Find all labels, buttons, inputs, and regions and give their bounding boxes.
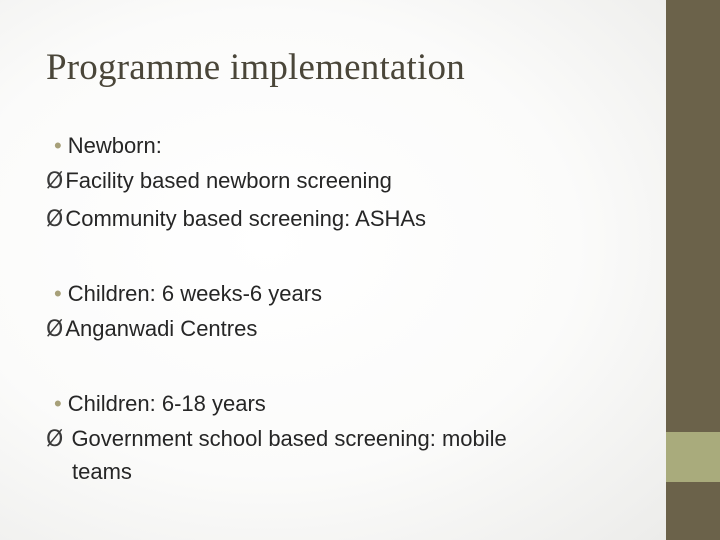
bullet-text: Children: 6 weeks-6 years: [67, 281, 323, 306]
bullet-marker: •: [54, 133, 62, 158]
side-rail-top: [666, 0, 720, 432]
sub-bullet-continuation: [72, 459, 132, 485]
side-rail-bottom: [666, 482, 720, 540]
arrow-marker: Ø: [46, 207, 64, 232]
arrow-marker: Ø: [46, 169, 64, 194]
bullet-children-6w-6y: [54, 281, 322, 307]
bullet-text: teams: [72, 459, 132, 484]
bullet-text: Community based screening: ASHAs: [65, 206, 427, 231]
arrow-marker: Ø: [46, 427, 64, 452]
sub-bullet-community: [46, 206, 426, 233]
bullet-marker: •: [54, 281, 62, 306]
bullet-text: Newborn:: [67, 133, 162, 158]
sub-bullet-anganwadi: [46, 316, 257, 343]
sub-bullet-facility: [46, 168, 392, 195]
bullet-children-6-18: [54, 391, 266, 417]
bullet-newborn: [54, 133, 162, 159]
bullet-marker: •: [54, 391, 62, 416]
bullet-text: Government school based screening: mobile: [65, 426, 507, 451]
bullet-text: Facility based newborn screening: [65, 168, 392, 193]
bullet-text: Children: 6-18 years: [67, 391, 266, 416]
arrow-marker: Ø: [46, 317, 64, 342]
sub-bullet-government-school: [46, 426, 507, 453]
side-rail-accent: [666, 432, 720, 482]
slide-title: Programme implementation: [46, 47, 465, 88]
bullet-text: Anganwadi Centres: [65, 316, 258, 341]
